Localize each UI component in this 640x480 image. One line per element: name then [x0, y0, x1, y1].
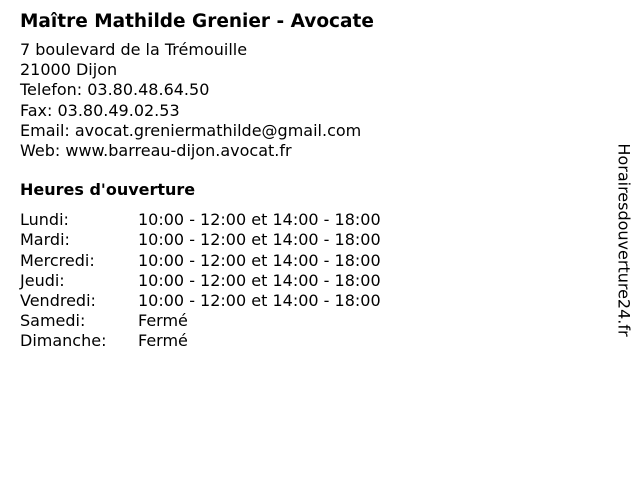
web-line: Web: www.barreau-dijon.avocat.fr — [20, 141, 292, 161]
hours-table — [20, 210, 600, 351]
hours-row-tuesday — [20, 230, 600, 250]
day-label: Samedi: — [20, 311, 86, 331]
day-hours: 10:00 - 12:00 et 14:00 - 18:00 — [138, 250, 381, 270]
business-card — [20, 10, 600, 352]
day-hours: 10:00 - 12:00 et 14:00 - 18:00 — [138, 270, 381, 290]
day-hours: 10:00 - 12:00 et 14:00 - 18:00 — [138, 291, 381, 311]
phone-line: Telefon: 03.80.48.64.50 — [20, 80, 210, 100]
day-label: Mercredi: — [20, 250, 95, 270]
day-label: Vendredi: — [20, 291, 96, 311]
hours-row-friday — [20, 291, 600, 311]
day-label: Dimanche: — [20, 331, 107, 351]
email-line: Email: avocat.greniermathilde@gmail.com — [20, 120, 362, 140]
hours-row-thursday — [20, 271, 600, 291]
day-hours: Fermé — [138, 311, 188, 331]
hours-row-saturday — [20, 311, 600, 331]
business-title: Maître Mathilde Grenier - Avocate — [20, 11, 374, 32]
day-hours: 10:00 - 12:00 et 14:00 - 18:00 — [138, 230, 381, 250]
day-label: Jeudi: — [20, 270, 65, 290]
hours-row-sunday — [20, 331, 600, 351]
hours-row-monday — [20, 210, 600, 230]
address-city: 21000 Dijon — [20, 60, 118, 80]
fax-line: Fax: 03.80.49.02.53 — [20, 100, 180, 120]
hours-row-wednesday — [20, 251, 600, 271]
day-hours: Fermé — [138, 331, 188, 351]
site-watermark: Horairesdouverture24.fr — [614, 143, 634, 337]
day-label: Lundi: — [20, 210, 69, 230]
hours-heading: Heures d'ouverture — [20, 180, 196, 200]
address-street: 7 boulevard de la Trémouille — [20, 40, 248, 59]
day-label: Mardi: — [20, 230, 70, 250]
day-hours: 10:00 - 12:00 et 14:00 - 18:00 — [138, 210, 381, 230]
